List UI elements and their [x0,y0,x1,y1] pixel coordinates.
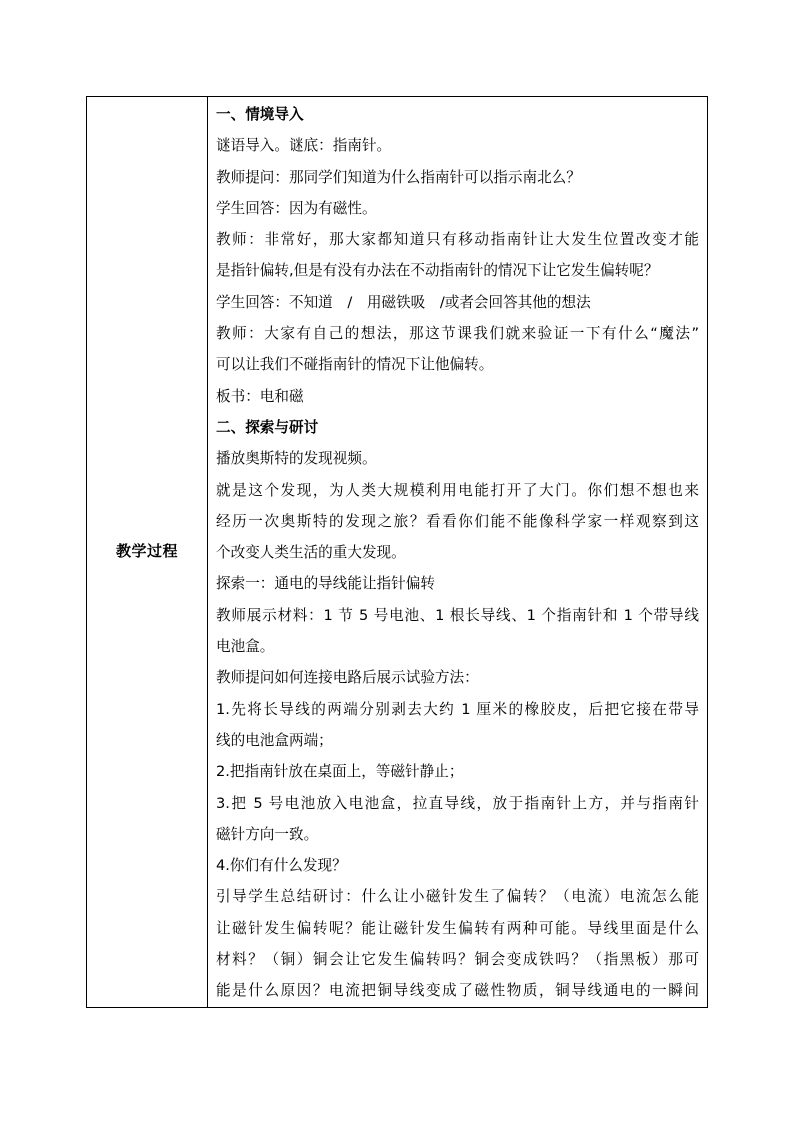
text-line: 就是这个发现，为人类大规模利用电能打开了大门。你们想不想也来 [216,481,699,499]
text-line: 板书：电和磁 [216,387,304,405]
text-line: 是指针偏转,但是有没有办法在不动指南针的情况下让它发生偏转呢？ [216,262,659,280]
text-line: 可以让我们不碰指南针的情况下让他偏转。 [216,356,494,374]
text-line: 2.把指南针放在桌面上，等磁针静止； [216,763,464,781]
text-line: 3.把 5 号电池放入电池盒，拉直导线，放于指南针上方，并与指南针 [216,794,699,812]
text-line: 学生回答：因为有磁性。 [216,199,377,217]
text-line: 引导学生总结研讨：什么让小磁针发生了偏转？（电流）电流怎么能 [216,888,699,906]
text-line: 教师提问：那同学们知道为什么指南针可以指示南北么？ [216,168,581,186]
text-line: 4.你们有什么发现？ [216,857,347,875]
text-line: 让磁针发生偏转呢？能让磁针发生偏转有两种可能。导线里面是什么 [216,919,699,937]
heading-explore-discuss: 二、探索与研讨 [216,418,319,436]
text-line: 谜语导入。谜底：指南针。 [216,137,392,155]
text-line: 材料？（铜）铜会让它发生偏转吗？铜会变成铁吗？（指黑板）那可 [216,951,699,969]
lesson-plan-table [86,96,708,1008]
text-line: 教师提问如何连接电路后展示试验方法： [216,669,479,687]
text-line: 教师：非常好，那大家都知道只有移动指南针让大发生位置改变才能 [216,231,699,249]
text-line: 教师展示材料：1 节 5 号电池、1 根长导线、1 个指南针和 1 个带导线 [216,606,699,624]
text-line: 线的电池盒两端； [216,731,333,749]
text-line: 1.先将长导线的两端分别剥去大约 1 厘米的橡胶皮，后把它接在带导 [216,700,699,718]
section-label: 教学过程 [115,541,178,560]
text-line: 学生回答：不知道 / 用磁铁吸 /或者会回答其他的想法 [216,293,591,311]
section-label-cell [87,97,208,1007]
text-line: 能是什么原因？电流把铜导线变成了磁性物质，铜导线通电的一瞬间 [216,982,699,1000]
content-cell [208,97,707,1007]
text-line: 电池盒。 [216,638,275,656]
text-line: 磁针方向一致。 [216,825,319,843]
text-line: 经历一次奥斯特的发现之旅？看看你们能不能像科学家一样观察到这 [216,512,699,530]
text-line: 探索一：通电的导线能让指针偏转 [216,575,435,593]
text-line: 个改变人类生活的重大发现。 [216,544,406,562]
text-line: 教师：大家有自己的想法，那这节课我们就来验证一下有什么“魔法” [216,325,699,343]
heading-situation-intro: 一、情境导入 [216,106,304,123]
text-line: 播放奥斯特的发现视频。 [216,450,377,468]
